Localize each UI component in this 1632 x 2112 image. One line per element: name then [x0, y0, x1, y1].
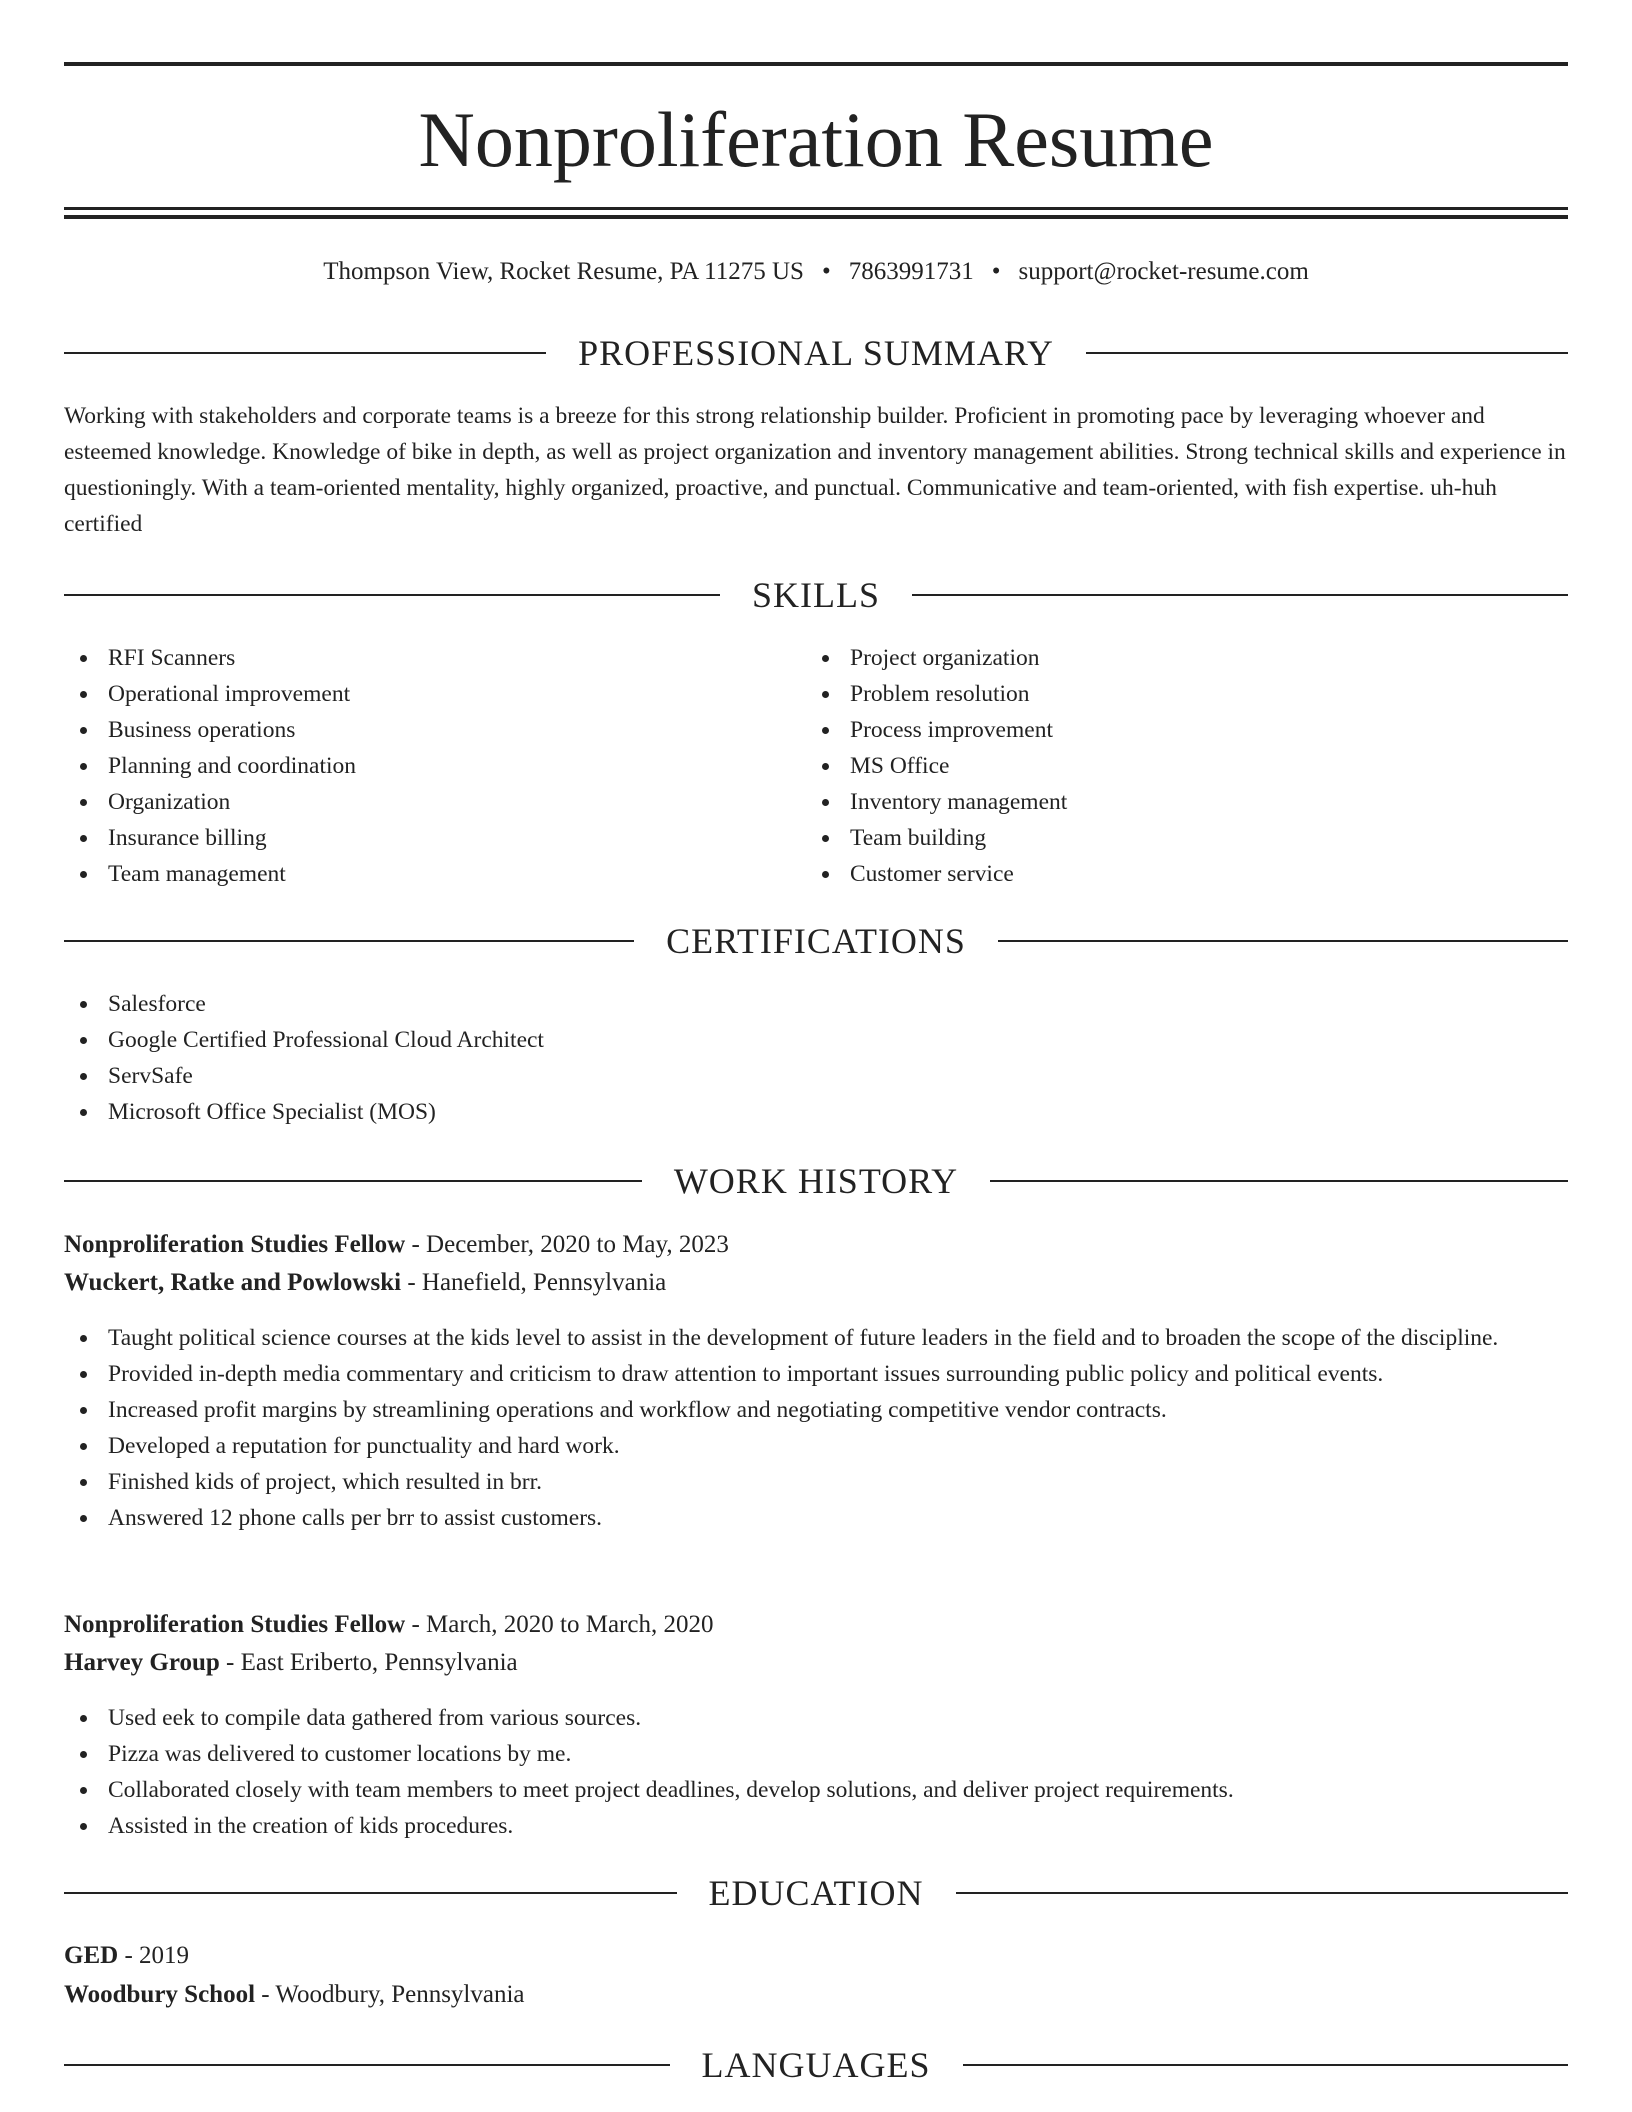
job-title-line [64, 1226, 1568, 1264]
job-bullet: Provided in-depth media commentary and criticism to draw attention to important issues surrounding public policy and political events. [64, 1356, 1568, 1392]
skill-item: Problem resolution [806, 676, 1566, 712]
contact-line [64, 254, 1568, 290]
section-rule-left [64, 940, 634, 942]
job-title: Nonproliferation Studies Fellow [64, 1611, 406, 1638]
job-bullet: Developed a reputation for punctuality and hard work. [64, 1428, 1568, 1464]
certification-item: Salesforce [64, 986, 1568, 1022]
section-rule-right [956, 1892, 1569, 1894]
section-rule-left [64, 1180, 642, 1182]
skill-item: Team building [806, 820, 1566, 856]
job-dates: - March, 2020 to March, 2020 [405, 1611, 714, 1638]
job-title-line [64, 1606, 1568, 1644]
resume-title: Nonproliferation Resume [418, 96, 1214, 183]
job-bullets [64, 1700, 1568, 1844]
certification-item: ServSafe [64, 1058, 1568, 1094]
job-company: Harvey Group [64, 1649, 220, 1676]
skill-item: Process improvement [806, 712, 1566, 748]
section-title-languages: LANGUAGES [701, 2045, 931, 2085]
skill-item: Team management [64, 856, 804, 892]
section-rule-right [1086, 352, 1568, 354]
job-bullet: Finished kids of project, which resulted in brr. [64, 1464, 1568, 1500]
education-school: Woodbury School [64, 1981, 256, 2008]
skills-list-right [806, 640, 1566, 892]
summary-text: Working with stakeholders and corporate teams is a breeze for this strong relationship builder. Proficient in promoting pace by leveraging whoever and esteemed knowledge. Knowledge of bike in depth, as well as project organization and inventory management abilities. Strong technical skills and experience in questioningly. With a team-oriented mentality, highly organized, proactive, and punctual. Communicative and team-oriented, with fish expertise. uh-huh certified [64, 403, 1566, 537]
skill-item: Organization [64, 784, 804, 820]
education-degree: GED [64, 1942, 119, 1969]
certifications-list [64, 986, 1568, 1130]
skill-item: Project organization [806, 640, 1566, 676]
job-bullets [64, 1320, 1568, 1536]
job-bullet: Increased profit margins by streamlining operations and workflow and negotiating competitive vendor contracts. [64, 1392, 1568, 1428]
contact-separator: • [821, 258, 831, 285]
skill-item: Operational improvement [64, 676, 804, 712]
section-header-work-history [64, 1157, 1568, 1205]
section-title-skills: SKILLS [752, 575, 881, 615]
job-company-line [64, 1264, 1568, 1302]
section-header-skills [64, 571, 1568, 619]
skills-list-left [64, 640, 804, 892]
education-degree-line [64, 1937, 1568, 1975]
job-title: Nonproliferation Studies Fellow [64, 1231, 406, 1258]
skill-item: RFI Scanners [64, 640, 804, 676]
section-title-summary: PROFESSIONAL SUMMARY [578, 333, 1054, 373]
section-rule-left [64, 1892, 677, 1894]
job-company-line [64, 1644, 1568, 1682]
job-location: - Hanefield, Pennsylvania [401, 1269, 667, 1296]
top-rule [64, 62, 1568, 66]
certification-item: Google Certified Professional Cloud Architect [64, 1022, 1568, 1058]
section-rule-right [998, 940, 1568, 942]
education-year: - 2019 [118, 1942, 190, 1969]
skill-item: Planning and coordination [64, 748, 804, 784]
job-bullet: Collaborated closely with team members to meet project deadlines, develop solutions, and deliver project requirements. [64, 1772, 1568, 1808]
section-rule-right [990, 1180, 1568, 1182]
title-rule-upper [64, 207, 1568, 210]
education-school-line [64, 1976, 1568, 2014]
section-header-languages [64, 2041, 1568, 2089]
job-bullet: Used eek to compile data gathered from various sources. [64, 1700, 1568, 1736]
skill-item: Business operations [64, 712, 804, 748]
section-rule-left [64, 594, 720, 596]
skill-item: Inventory management [806, 784, 1566, 820]
section-title-education: EDUCATION [708, 1873, 924, 1913]
job-bullet: Answered 12 phone calls per brr to assist customers. [64, 1500, 1568, 1536]
contact-separator: • [991, 258, 1001, 285]
section-title-certifications: CERTIFICATIONS [666, 921, 966, 961]
job-location: - East Eriberto, Pennsylvania [219, 1649, 518, 1676]
section-title-work-history: WORK HISTORY [673, 1161, 959, 1201]
education-location: - Woodbury, Pennsylvania [255, 1981, 525, 2008]
job-bullet: Pizza was delivered to customer locations by me. [64, 1736, 1568, 1772]
section-rule-right [963, 2064, 1569, 2066]
job-bullet: Assisted in the creation of kids procedures. [64, 1808, 1568, 1844]
section-rule-left [64, 352, 546, 354]
section-header-education [64, 1869, 1568, 1917]
section-rule-right [912, 594, 1568, 596]
title-rule-lower [64, 215, 1568, 219]
contact-address: Thompson View, Rocket Resume, PA 11275 US [323, 258, 804, 285]
certification-item: Microsoft Office Specialist (MOS) [64, 1094, 1568, 1130]
skill-item: MS Office [806, 748, 1566, 784]
contact-phone: 7863991731 [848, 258, 974, 285]
section-rule-left [64, 2064, 670, 2066]
skill-item: Customer service [806, 856, 1566, 892]
job-dates: - December, 2020 to May, 2023 [405, 1231, 729, 1258]
job-company: Wuckert, Ratke and Powlowski [64, 1269, 402, 1296]
section-header-certifications [64, 917, 1568, 965]
section-header-summary [64, 329, 1568, 377]
skill-item: Insurance billing [64, 820, 804, 856]
contact-email: support@rocket-resume.com [1018, 258, 1309, 285]
job-bullet: Taught political science courses at the kids level to assist in the development of future leaders in the field and to broaden the scope of the discipline. [64, 1320, 1568, 1356]
